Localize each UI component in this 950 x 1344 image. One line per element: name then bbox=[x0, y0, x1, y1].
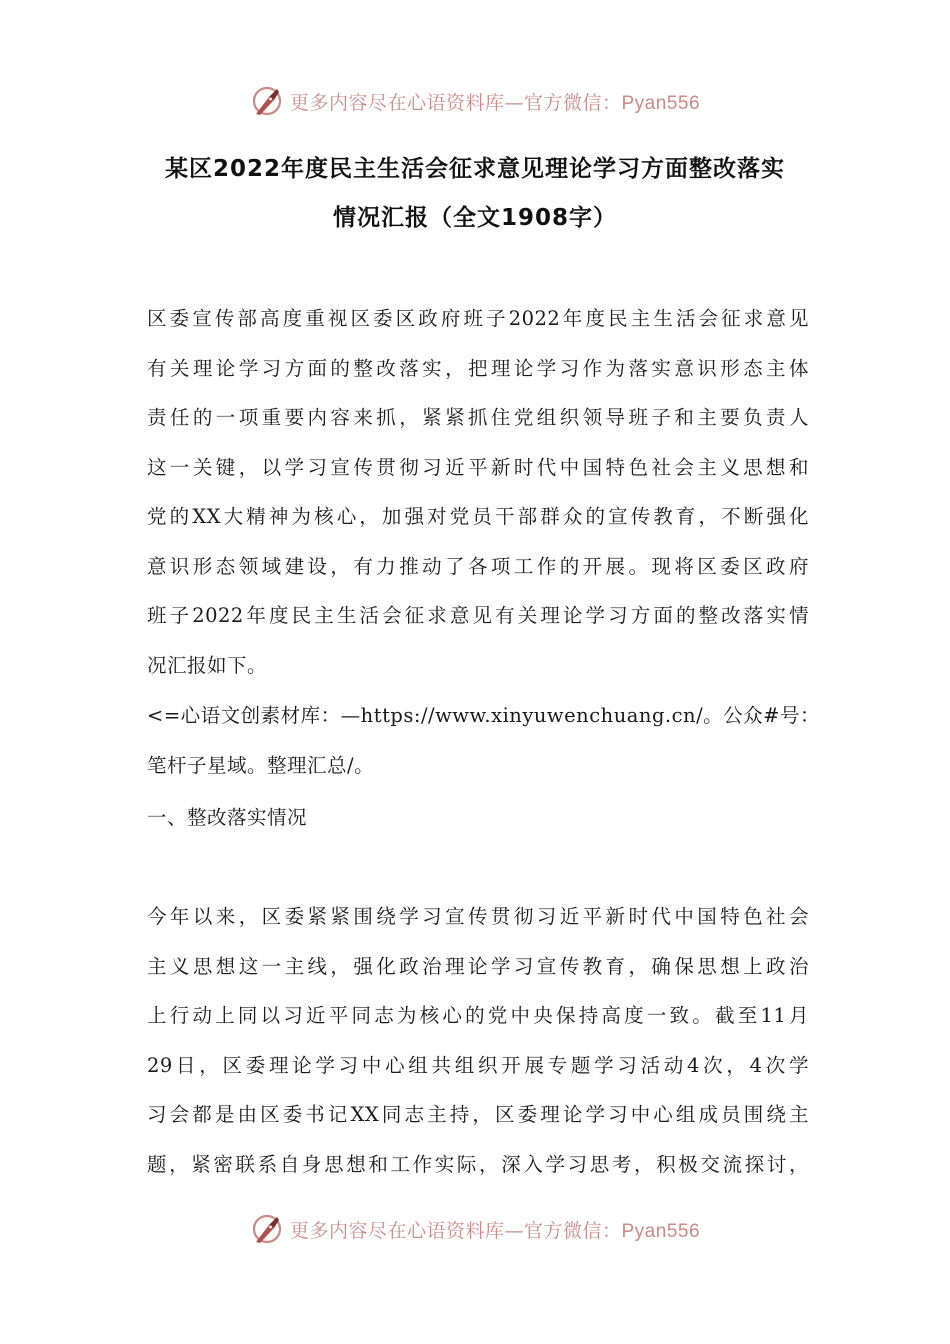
text-line: 区委宣传部高度重视区委区政府班子2022年度民主生活会征求意见 bbox=[147, 307, 809, 330]
text-line: 况汇报如下。 bbox=[147, 653, 268, 677]
text-line: 主义思想这一主线，强化政治理论学习宣传教育，确保思想上政治 bbox=[147, 954, 809, 978]
text-line: 笔杆子星域。整理汇总/。 bbox=[147, 753, 375, 777]
text-line: 29日，区委理论学习中心组共组织开展专题学习活动4次，4次学 bbox=[147, 1053, 809, 1077]
text-line: 今年以来，区委紧紧围绕学习宣传贯彻习近平新时代中国特色社会 bbox=[147, 905, 809, 928]
source-note bbox=[147, 691, 821, 790]
pen-nib-icon bbox=[250, 1212, 284, 1246]
text-line: 意识形态领域建设，有力推动了各项工作的开展。现将区委区政府 bbox=[147, 554, 809, 578]
watermark-text: 更多内容尽在心语资料库—官方微信：Pyan556 bbox=[289, 1219, 701, 1242]
document-title-line-2: 情况汇报（全文1908字） bbox=[332, 205, 617, 231]
text-line: <=心语文创素材库：—https://www.xinyuwenchuang.cn/。公众#号： bbox=[147, 704, 821, 727]
header-watermark bbox=[0, 84, 950, 118]
intro-paragraph bbox=[147, 294, 809, 690]
text-line: 班子2022年度民主生活会征求意见有关理论学习方面的整改落实情 bbox=[147, 604, 809, 627]
section-paragraph bbox=[147, 892, 809, 1189]
text-line: 习会都是由区委书记XX同志主持，区委理论学习中心组成员围绕主 bbox=[147, 1103, 809, 1126]
watermark-text: 更多内容尽在心语资料库—官方微信：Pyan556 bbox=[289, 91, 701, 114]
text-line: 题，紧密联系自身思想和工作实际，深入学习思考，积极交流探讨， bbox=[147, 1152, 809, 1176]
text-line: 有关理论学习方面的整改落实，把理论学习作为落实意识形态主体 bbox=[147, 356, 809, 380]
text-line: 这一关键，以学习宣传贯彻习近平新时代中国特色社会主义思想和 bbox=[147, 455, 809, 479]
section-heading bbox=[147, 793, 809, 843]
text-line: 责任的一项重要内容来抓，紧紧抓住党组织领导班子和主要负责人 bbox=[147, 406, 809, 429]
text-line: 党的XX大精神为核心，加强对党员干部群众的宣传教育，不断强化 bbox=[147, 505, 809, 528]
document-title-line-1: 某区2022年度民主生活会征求意见理论学习方面整改落实 bbox=[164, 156, 785, 182]
pen-nib-icon bbox=[250, 84, 284, 118]
section-heading-text: 一、整改落实情况 bbox=[147, 806, 308, 829]
text-line: 上行动上同以习近平同志为核心的党中央保持高度一致。截至11月 bbox=[147, 1004, 809, 1027]
footer-watermark bbox=[0, 1212, 950, 1246]
